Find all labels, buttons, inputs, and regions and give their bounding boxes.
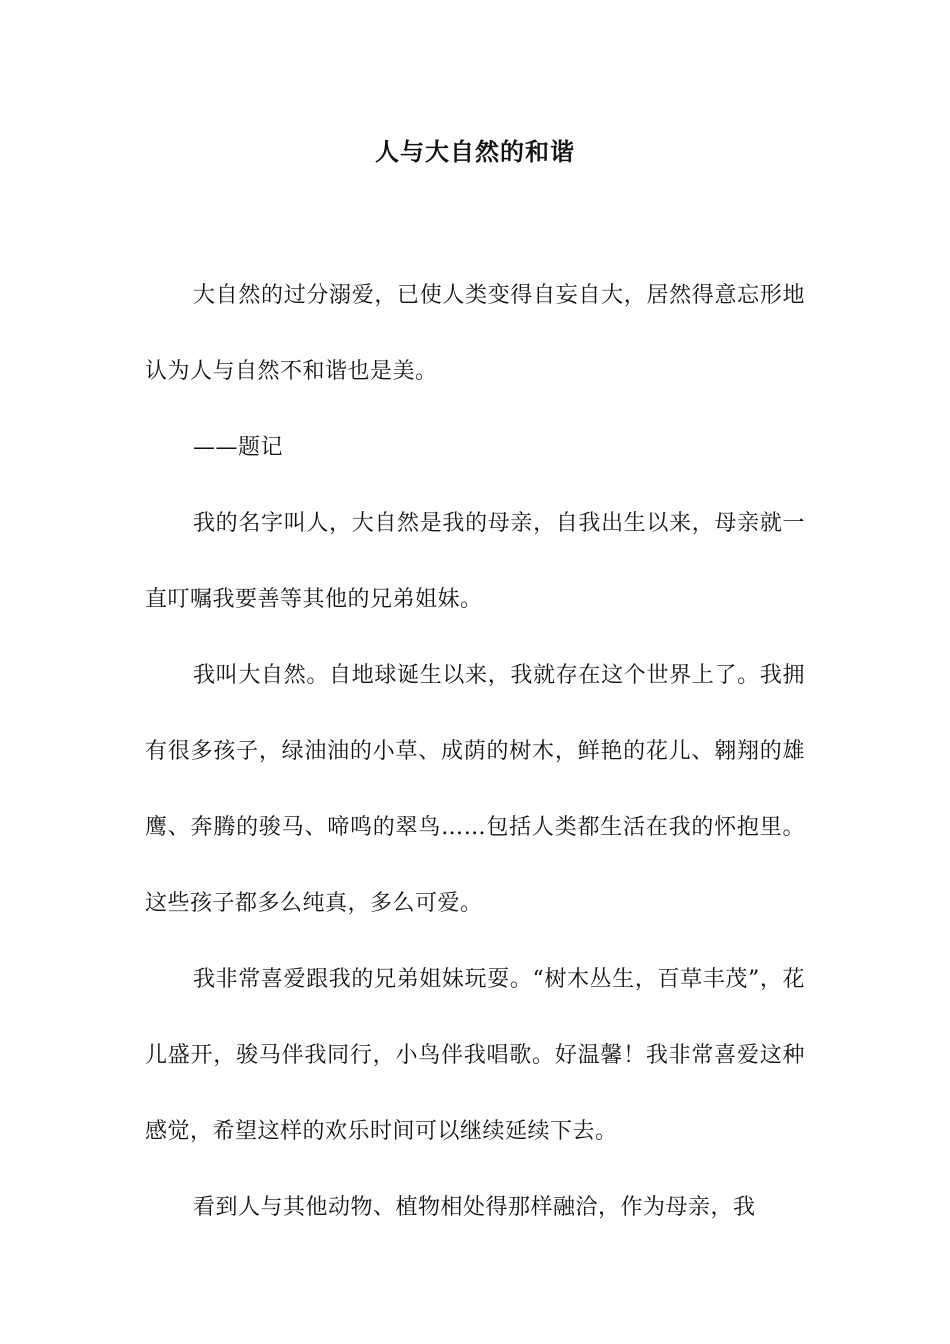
paragraph-3: 我非常喜爱跟我的兄弟姐妹玩耍。“树木丛生，百草丰茂”，花儿盛开，骏马伴我同行，小鸟伴我唱歌。好温馨！我非常喜爱这种感觉，希望这样的欢乐时间可以继续延续下去。 bbox=[145, 967, 805, 1144]
document-body bbox=[145, 258, 805, 1246]
paragraph-2: 我叫大自然。自地球诞生以来，我就存在这个世界上了。我拥有很多孩子，绿油油的小草、成荫的树木，鲜艳的花儿、翱翔的雄鹰、奔腾的骏马、啼鸣的翠鸟……包括人类都生活在我的怀抱里。这些孩子都多么纯真，多么可爱。 bbox=[145, 663, 805, 916]
paragraph-1: 我的名字叫人，大自然是我的母亲，自我出生以来，母亲就一直叮嘱我要善等其他的兄弟姐妹。 bbox=[145, 511, 805, 612]
document-title: 人与大自然的和谐 bbox=[375, 137, 575, 166]
paragraph-epigraph-attribution: ——题记 bbox=[193, 435, 284, 460]
paragraph-epigraph: 大自然的过分溺爱，已使人类变得自妄自大，居然得意忘形地认为人与自然不和谐也是美。 bbox=[145, 283, 805, 384]
paragraph-4: 看到人与其他动物、植物相处得那样融洽，作为母亲，我 bbox=[193, 1195, 756, 1220]
